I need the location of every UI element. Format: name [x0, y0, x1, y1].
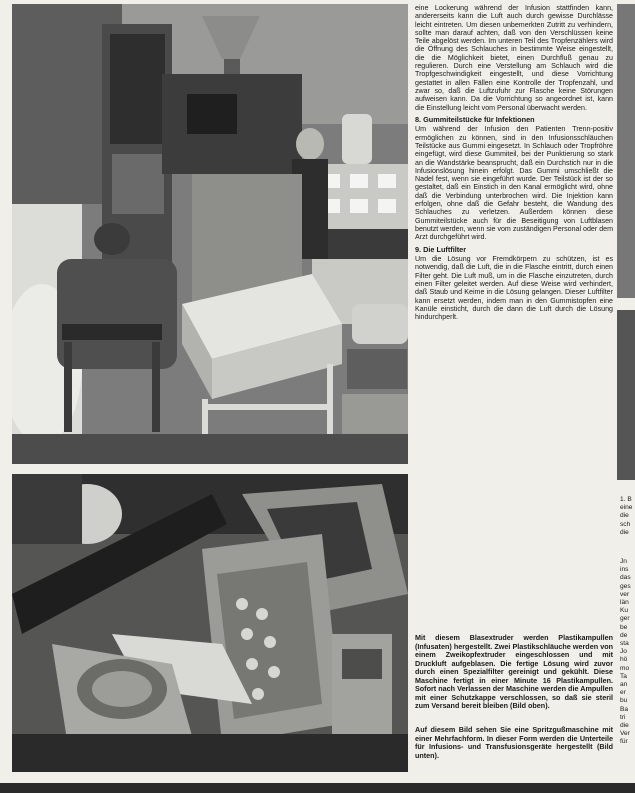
edge-line: Ta — [620, 672, 627, 680]
edge-line: mo — [620, 664, 630, 672]
mould-photo-illustration — [12, 474, 408, 772]
edge-line: Ku — [620, 607, 629, 615]
edge-line: eine — [620, 504, 633, 512]
edge-line: ins — [620, 566, 629, 574]
adjacent-column-fragment-bottom — [620, 558, 635, 747]
page-bottom-edge — [0, 783, 635, 793]
section-body-rubber-parts: Um während der Infusion den Patienten Trenn-positiv ermöglichen zu können, sind in den Infusionsschläuchen Teilstücke aus Gummi eingesetzt. In Schlauch oder Tropfröhre eingefügt, wird diese Gummiteil, bei der Punktierung so stark an die Wandstärke beansprucht, daß ein Durchstich nur in die Infusionslösung hinein erfolgt. Das Gummi umschließt die Nadel fest, wenn sie eingeführt wurde. Der Teilstück ist der so gestaltet, daß ein Einstich in den Kanal ermöglicht wird, ohne daß die Verbindung unterbrochen wird. Die Injektion kann erfolgen, ohne daß die Gefahr besteht, die Wandung des Schlauches zu verletzen. Außerdem können diese Gummiteilstücke auch für die Beseitigung von Luftblasen benutzt werden, wenn sie vom zuständigen Personal oder dem Arzt durchgeführt wird. — [415, 125, 613, 242]
edge-line: die — [620, 512, 629, 520]
edge-line: bu — [620, 697, 628, 705]
edge-line: ger — [620, 615, 630, 623]
photo-adjacent-page-middle — [617, 310, 635, 480]
edge-line: an — [620, 681, 628, 689]
edge-line: Jo — [620, 648, 627, 656]
edge-line: die — [620, 722, 629, 730]
adjacent-column-fragment-top — [620, 496, 635, 537]
edge-line: 1. B — [620, 496, 632, 503]
edge-line: hö — [620, 656, 628, 664]
workshop-photo-illustration — [12, 4, 408, 464]
caption-injection-moulding: Auf diesem Bild sehen Sie eine Spritzgußmaschine mit einer Mehrfachform. In dieser Form werden die Unterteile für Infusions- und Transfusionsgeräte hergestellt (Bild unten). — [415, 725, 613, 760]
edge-line: das — [620, 574, 631, 582]
edge-line: län — [620, 599, 629, 607]
section-heading-rubber-parts: 8. Gummiteilstücke für Infektionen — [415, 114, 535, 124]
edge-line: die — [620, 528, 629, 536]
edge-line: tri — [620, 713, 626, 721]
article-text-column — [415, 4, 613, 324]
edge-line: de — [620, 631, 628, 639]
edge-line: ges — [620, 582, 631, 590]
edge-line: Ba — [620, 705, 629, 713]
photo-adjacent-page-top — [617, 4, 635, 298]
article-intro-paragraph: eine Lockerung während der Infusion stattfinden kann, andererseits kann die Luft auch durch gewisse Durchlässe leicht eintreten. Um diesen unbemerkten Zutritt zu verhindern, sollte man darauf achten, daß von den Verschlüssen keine Teile abgelöst werden. Im unteren Teil des Tropfenzählers wird die Öffnung des Schlauches in bestimmte Weise eingestellt, die die Möglichkeit bietet, einen Durchfluß genau zu regulieren. Durch eine Verstellung am Schlauch wird die Tropfgeschwindigkeit eingestellt, und diese Vorrichtung gestattet in allen Fällen eine Kontrolle der Tropfenzahl, und zwar so, daß die Luftzufuhr zur Flasche keine Störungen aufweisen kann. Da die Vorrichtung so angeordnet ist, kann die Einstellung leicht vom Personal überwacht werden. — [415, 4, 613, 112]
edge-line: Ver — [620, 730, 630, 738]
edge-line: er — [620, 689, 626, 697]
photo-workshop-machine — [12, 4, 408, 464]
edge-line: ver — [620, 590, 630, 598]
photo-injection-mould — [12, 474, 408, 772]
edge-line: be — [620, 623, 628, 631]
edge-line: für — [620, 738, 628, 746]
edge-line: sta — [620, 640, 629, 648]
section-heading-air-filter: 9. Die Luftfilter — [415, 244, 467, 254]
section-body-air-filter: Um die Lösung vor Fremdkörpern zu schützen, ist es notwendig, daß die Luft, die in die Flasche eintritt, durch einen Filter geht. Die Luft muß, um in die Flasche einzutreten, durch einen Filter geleitet werden. Auf diese Weise wird verhindert, daß Staub und Keime in die Lösung gelangen. Dieser Luftfilter kann ersetzt werden, indem man in den Gummistopfen eine Kanüle einsticht, durch die dann die Luft durch die Lösung hindurchperlt. — [415, 255, 613, 322]
caption-blow-extruder: Mit diesem Blasextruder werden Plastikampullen (Infusaten) hergestellt. Zwei Plastikschläuche werden von einem Zweikopfextruder eingeschlossen und mit Druckluft aufgeblasen. Die fertige Lösung wird zuvor durch einen Spezialfilter gereinigt und gekühlt. Diese Maschine fertigt in einer Minute 16 Plastikampullen. Sofort nach Verlassen der Maschine werden die Ampullen mit einer Schutzkappe verschlossen, so daß sie steril zum Versand bereit bleiben (Bild oben). — [415, 633, 613, 710]
edge-line: Jn — [620, 558, 627, 565]
edge-line: sch — [620, 520, 631, 528]
